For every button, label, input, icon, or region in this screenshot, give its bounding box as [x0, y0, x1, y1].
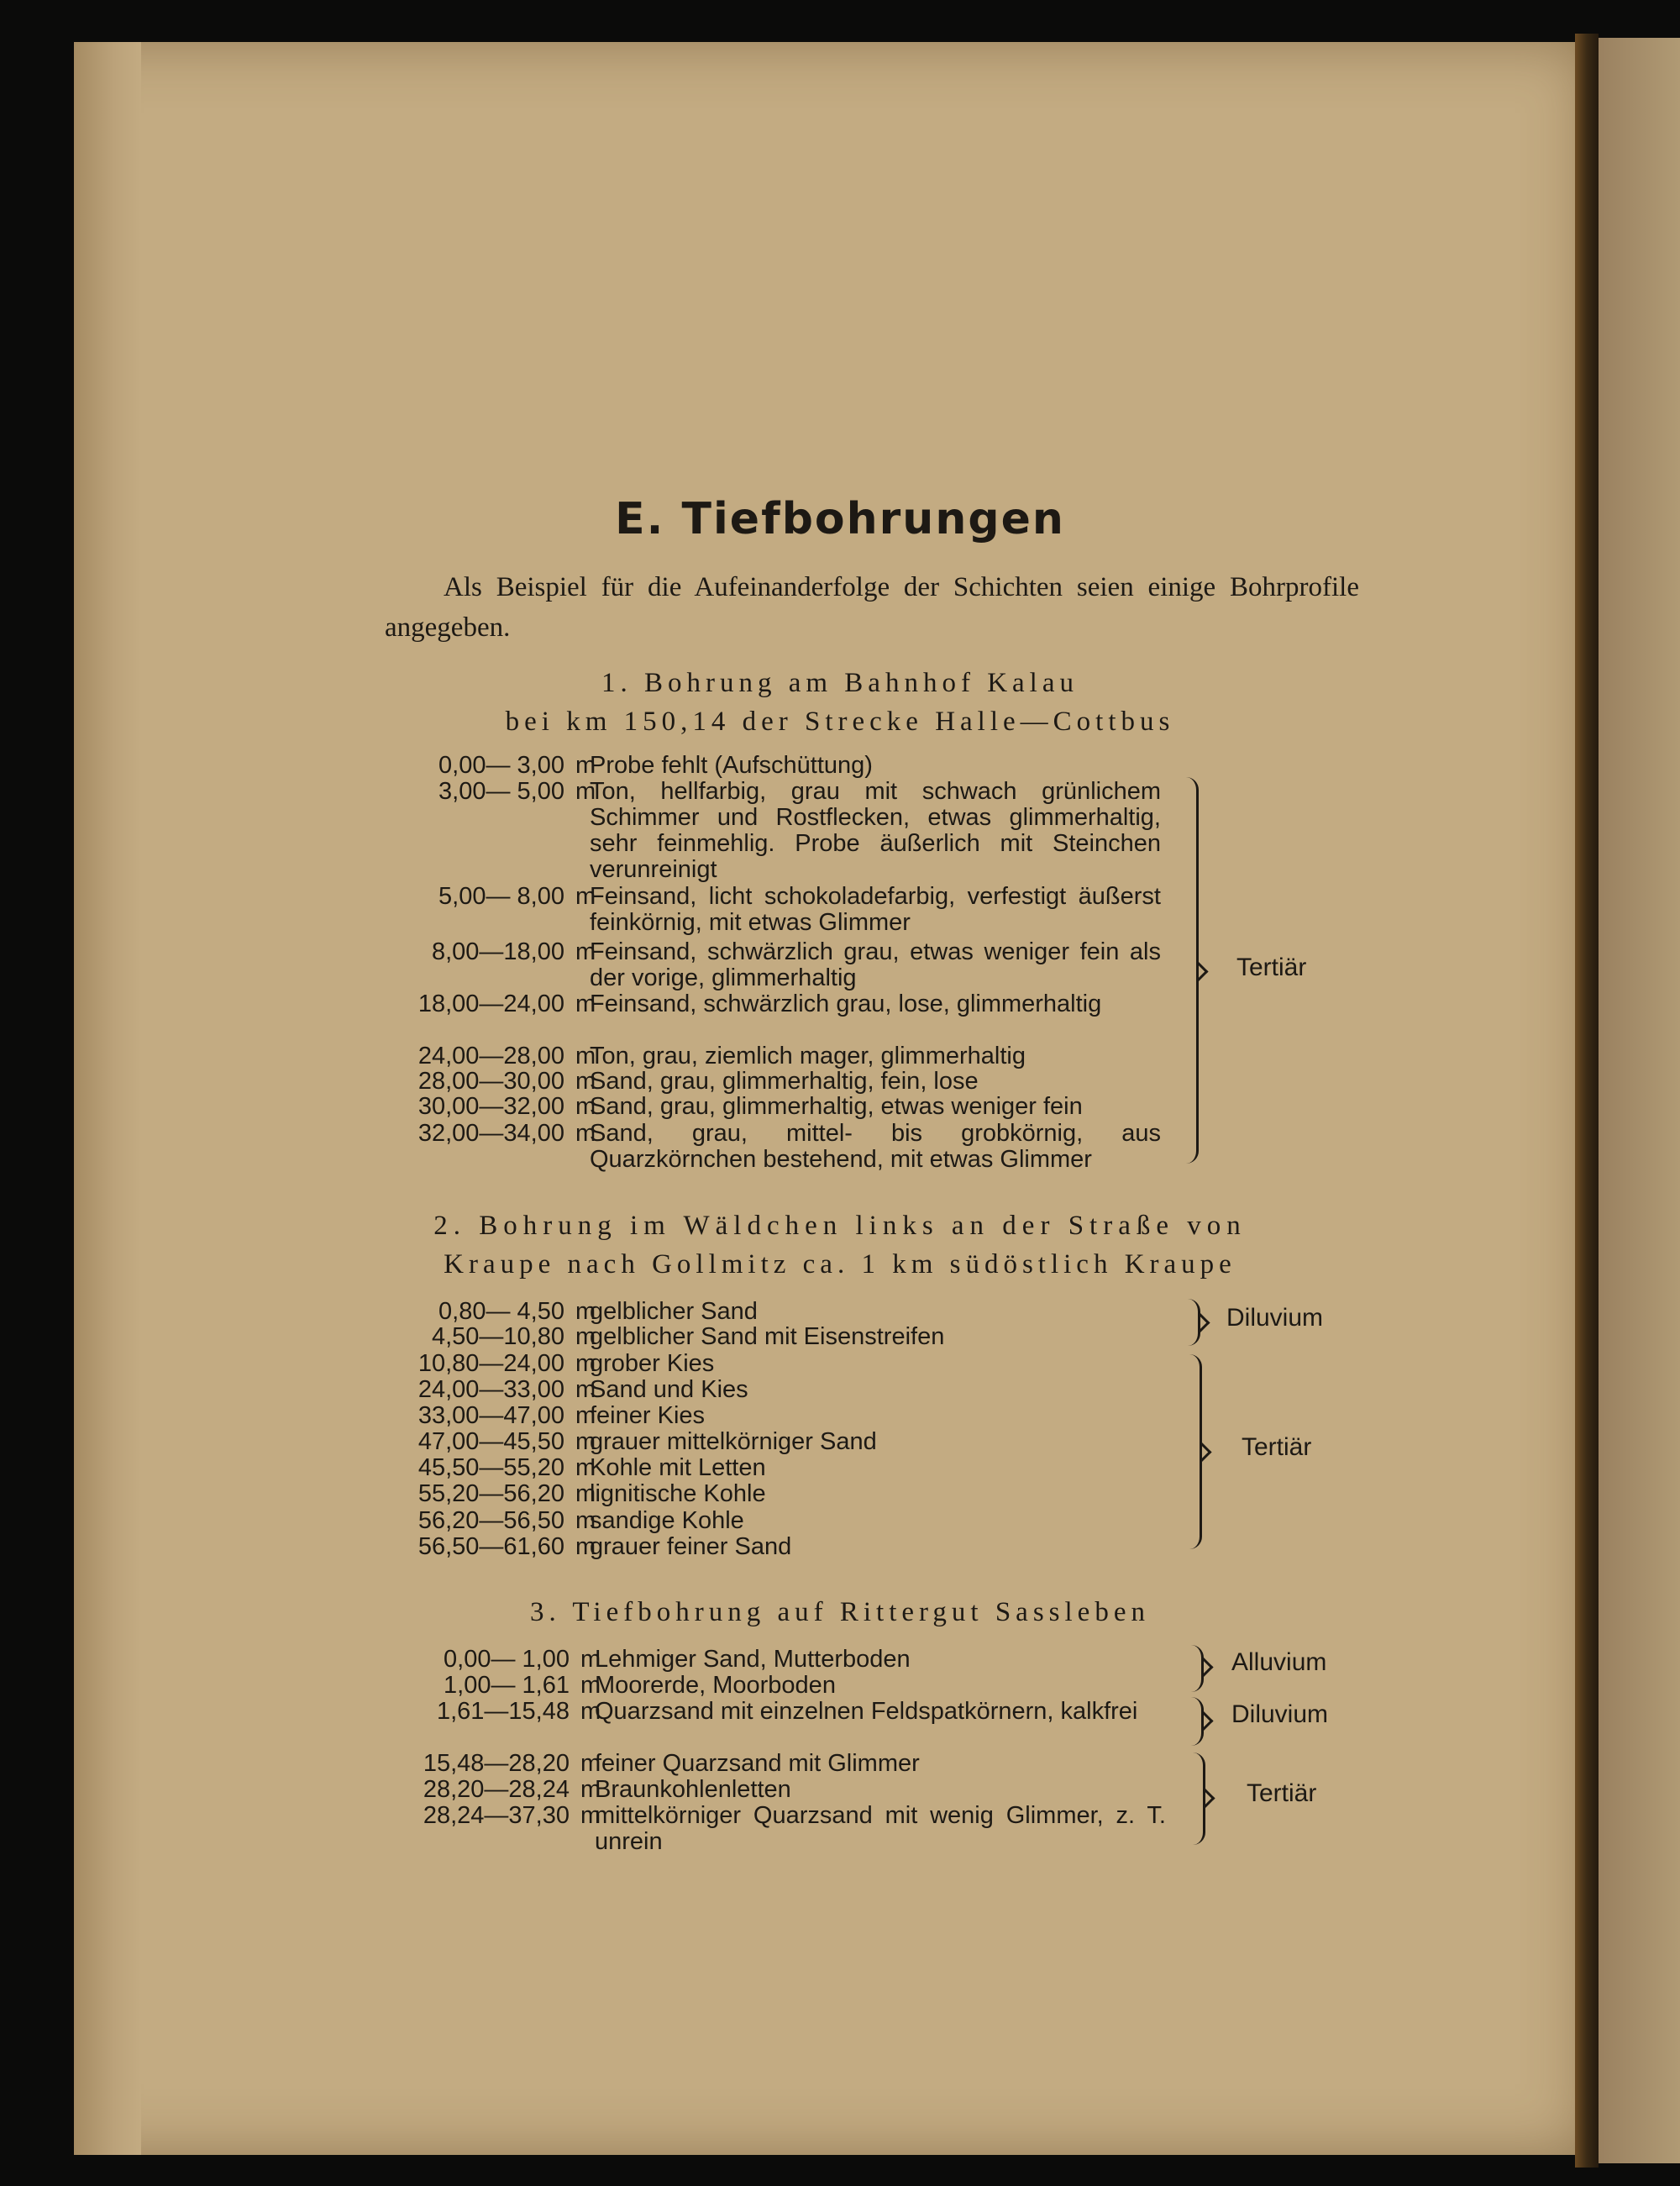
- depth-unit: m: [575, 883, 596, 910]
- layer-description: Moorerde, Moorboden: [595, 1672, 836, 1699]
- book-spine: [1575, 34, 1599, 2168]
- depth-range: 1,00— 1,61: [444, 1672, 570, 1699]
- depth-range: 0,80— 4,50: [438, 1298, 564, 1325]
- depth-unit: m: [575, 1507, 596, 1534]
- section-title: E. Tiefbohrungen: [615, 494, 1065, 544]
- depth-unit: m: [575, 778, 596, 805]
- depth-unit: m: [575, 1093, 596, 1120]
- layer-description: Quarzsand mit einzelnen Feldspatkörnern, kalkfrei: [595, 1698, 1138, 1725]
- depth-range: 0,00— 3,00: [438, 752, 564, 779]
- layer-description: Lehmiger Sand, Mutterboden: [595, 1646, 911, 1673]
- borehole-3-heading: 3. Tiefbohrung auf Rittergut Sassleben: [530, 1597, 1150, 1627]
- depth-unit: m: [575, 752, 596, 779]
- layer-description: mittelkörniger Quarzsand mit wenig Glimmer, z. T. unrein: [595, 1802, 1166, 1855]
- depth-unit: m: [575, 938, 596, 965]
- depth-range: 55,20—56,20: [417, 1480, 564, 1507]
- borehole-2-heading-line-1: 2. Bohrung im Wäldchen links an der Straße von: [433, 1211, 1247, 1241]
- layer-description: Probe fehlt (Aufschüttung): [590, 752, 873, 779]
- depth-unit: m: [580, 1802, 601, 1829]
- depth-range: 28,24—37,30: [423, 1802, 570, 1829]
- epoch-label: Tertiär: [1247, 1779, 1317, 1807]
- layer-description: sandige Kohle: [590, 1507, 744, 1534]
- layer-description: Ton, hellfarbig, grau mit schwach grünlichem Schimmer und Rostflecken, etwas glimmerhaltig, sehr feinmehlig. Probe äußerlich mit Steinchen verunreinigt: [590, 778, 1161, 883]
- depth-unit: m: [575, 1480, 596, 1507]
- depth-range: 56,20—56,50: [417, 1507, 564, 1534]
- depth-unit: m: [575, 1402, 596, 1429]
- depth-unit: m: [580, 1672, 601, 1699]
- depth-range: 5,00— 8,00: [438, 883, 564, 910]
- layer-description: Sand, grau, glimmerhaltig, etwas weniger fein: [590, 1093, 1083, 1120]
- depth-range: 1,61—15,48: [436, 1698, 570, 1725]
- layer-description: grober Kies: [590, 1350, 715, 1377]
- depth-range: 28,00—30,00: [417, 1068, 564, 1095]
- depth-range: 56,50—61,60: [417, 1533, 564, 1560]
- depth-range: 30,00—32,00: [417, 1093, 564, 1120]
- depth-range: 33,00—47,00: [417, 1402, 564, 1429]
- epoch-label: Tertiär: [1242, 1433, 1312, 1461]
- depth-range: 47,00—45,50: [417, 1428, 564, 1455]
- depth-unit: m: [580, 1646, 601, 1673]
- layer-description: gelblicher Sand mit Eisenstreifen: [590, 1323, 945, 1350]
- depth-unit: m: [580, 1698, 601, 1725]
- depth-range: 15,48—28,20: [423, 1750, 570, 1777]
- next-page-edge: [1599, 38, 1680, 2163]
- depth-unit: m: [575, 1376, 596, 1403]
- epoch-label: Tertiär: [1236, 954, 1307, 981]
- layer-description: Kohle mit Letten: [590, 1454, 766, 1481]
- depth-range: 24,00—33,00: [417, 1376, 564, 1403]
- layer-description: gelblicher Sand: [590, 1298, 758, 1325]
- depth-range: 45,50—55,20: [417, 1454, 564, 1481]
- borehole-1-heading-line-2: bei km 150,14 der Strecke Halle—Cottbus: [505, 707, 1175, 737]
- layer-description: grauer mittelkörniger Sand: [590, 1428, 877, 1455]
- epoch-label: Diluvium: [1226, 1304, 1324, 1332]
- depth-unit: m: [575, 1323, 596, 1350]
- layer-description: Sand, grau, glimmerhaltig, fein, lose: [590, 1068, 979, 1095]
- layer-description: Sand, grau, mittel- bis grobkörnig, aus Quarzkörnchen bestehend, mit etwas Glimmer: [590, 1120, 1161, 1173]
- layer-description: lignitische Kohle: [590, 1480, 766, 1507]
- depth-unit: m: [575, 1454, 596, 1481]
- depth-range: 4,50—10,80: [431, 1323, 564, 1350]
- layer-description: feiner Quarzsand mit Glimmer: [595, 1750, 920, 1777]
- depth-range: 10,80—24,00: [417, 1350, 564, 1377]
- epoch-label: Alluvium: [1231, 1648, 1327, 1676]
- borehole-1-heading-line-1: 1. Bohrung am Bahnhof Kalau: [601, 668, 1079, 698]
- layer-description: Feinsand, licht schokoladefarbig, verfestigt äußerst feinkörnig, mit etwas Glimmer: [590, 883, 1161, 936]
- layer-description: feiner Kies: [590, 1402, 706, 1429]
- depth-range: 3,00— 5,00: [438, 778, 564, 805]
- depth-unit: m: [575, 1428, 596, 1455]
- depth-unit: m: [580, 1750, 601, 1777]
- depth-unit: m: [575, 1350, 596, 1377]
- depth-unit: m: [575, 1120, 596, 1147]
- layer-description: grauer feiner Sand: [590, 1533, 792, 1560]
- depth-unit: m: [580, 1776, 601, 1803]
- depth-range: 8,00—18,00: [431, 938, 564, 965]
- depth-range: 24,00—28,00: [417, 1043, 564, 1069]
- depth-range: 28,20—28,24: [423, 1776, 570, 1803]
- layer-description: Feinsand, schwärzlich grau, lose, glimmerhaltig: [590, 991, 1102, 1017]
- layer-description: Sand und Kies: [590, 1376, 748, 1403]
- depth-unit: m: [575, 1533, 596, 1560]
- depth-unit: m: [575, 1068, 596, 1095]
- depth-unit: m: [575, 1043, 596, 1069]
- layer-description: Ton, grau, ziemlich mager, glimmerhaltig: [590, 1043, 1026, 1069]
- depth-range: 32,00—34,00: [417, 1120, 564, 1147]
- intro-paragraph: Als Beispiel für die Aufeinanderfolge der Schichten seien einige Bohrprofile angegeben.: [385, 572, 1359, 643]
- layer-description: Feinsand, schwärzlich grau, etwas weniger fein als der vorige, glimmerhaltig: [590, 938, 1161, 991]
- depth-unit: m: [575, 1298, 596, 1325]
- depth-range: 0,00— 1,00: [444, 1646, 570, 1673]
- layer-description: Braunkohlenletten: [595, 1776, 791, 1803]
- depth-unit: m: [575, 991, 596, 1017]
- borehole-2-heading-line-2: Kraupe nach Gollmitz ca. 1 km südöstlich Kraupe: [444, 1249, 1236, 1280]
- page-edge-shading: [74, 42, 141, 2155]
- depth-range: 18,00—24,00: [417, 991, 564, 1017]
- epoch-label: Diluvium: [1231, 1700, 1329, 1728]
